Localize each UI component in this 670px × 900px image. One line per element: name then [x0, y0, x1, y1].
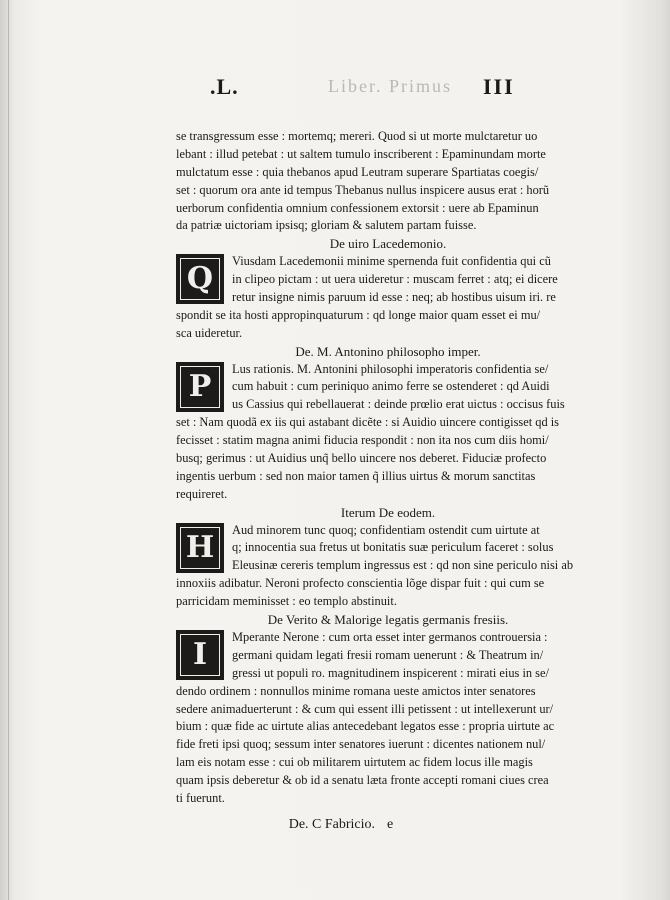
text-line: uerborum confidentia omnium confessionem extorsit : uere ab Epaminun	[176, 200, 539, 215]
text-line: Mperante Nerone : cum orta esset inter germanos controuersia :	[232, 629, 548, 644]
gutter-shadow	[8, 0, 9, 900]
section-heading: De Verito & Malorige legatis germanis fresiis.	[267, 612, 509, 628]
decorated-initial	[176, 630, 224, 680]
text-line: innoxiis adibatur. Neroni profecto conscientia lõge dispar fuit : qui cum se	[176, 576, 545, 591]
text-line: set : quorum ora ante id tempus Thebanus nullus inspicere ausus erat : horũ	[176, 182, 550, 197]
decorated-initial	[176, 523, 224, 573]
section-heading: De. M. Antonino philosopho imper.	[295, 343, 481, 359]
text-line: retur insigne nimis paruum id esse : neq; ab hostibus uisum iri. re	[232, 290, 556, 305]
next-section-heading	[0, 817, 670, 833]
text-line: ingentis uerbum : sed non maior tamen q̃ illius uirtus & morum sanctitas	[176, 468, 536, 483]
text-line: se transgressum esse : mortemq; mereri. Quod si ut morte mulctaretur uo	[176, 129, 538, 143]
text-line: mulctatum esse : quia thebanos apud Leutram superare Spartiatas coegis/	[176, 164, 539, 179]
paragraph-verito-malorix	[176, 629, 600, 808]
text-line: Eleusinæ cereris templum ingressus est : qd non sine periculo nisi ab	[232, 558, 574, 573]
text-line: cum habuit : cum periniquo animo ferre se ostenderet : qd Auidi	[232, 379, 550, 394]
text-line: requireret.	[176, 486, 228, 501]
folio-number: III	[483, 74, 515, 99]
running-head-left: .L.	[210, 74, 239, 99]
paragraph-epaminondas	[176, 128, 600, 235]
initial-letter: H	[180, 527, 220, 569]
text-line: parricidam meminisset : eo templo abstinuit.	[176, 594, 397, 609]
text-line: da patriæ uictoriam ipsisq; gloriam & salutem partam fuisse.	[176, 218, 477, 233]
initial-letter: I	[180, 634, 220, 676]
text-line: set : Nam quodã ex iis qui astabant dicẽte : si Auidio uincere contigisset qd is	[176, 415, 560, 430]
decorated-initial	[176, 254, 224, 304]
text-line: lam eis notam esse : cui ob militarem uirtutem ac fidem locus ille magis	[176, 755, 533, 770]
section-heading: De uiro Lacedemonio.	[329, 236, 447, 252]
text-line: in clipeo pictam : ut uera uideretur : muscam ferret : atq; ei dicere	[232, 272, 558, 287]
text-line: dendo ordinem : nonnullos minime romana ueste amictos inter senatores	[176, 683, 536, 698]
paragraph-iterum	[176, 522, 600, 611]
bleed-through-text: Liber. Primus	[328, 76, 452, 96]
text-line: Aud minorem tunc quoq; confidentiam ostendit cum uirtute at	[232, 522, 540, 537]
initial-letter: P	[180, 366, 220, 408]
text-line: germani quidam legati fresii romam uenerunt : & Theatrum in/	[232, 647, 544, 662]
text-line: lebant : illud petebat : ut saltem tumulo inscriberent : Epaminundam morte	[176, 146, 546, 161]
text-line: busq; gerimus : ut Auidius unq̃ bello uincere nos deberet. Fiduciæ profecto	[176, 451, 547, 466]
decorated-initial	[176, 362, 224, 412]
catchword-mark: e	[387, 817, 394, 832]
text-line: fide freti ipsi quoq; sessum inter senatores iuerunt : dicentes nationem nul/	[176, 737, 546, 752]
text-line: sca uideretur.	[176, 325, 243, 340]
text-line: Viusdam Lacedemonii minime spernenda fuit confidentia qui cũ	[232, 254, 551, 269]
text-line: fecisset : statim magna animi fiducia respondit : non ita nos cum diis homi/	[176, 433, 549, 448]
text-line: sedere animaduerterunt : & cum qui essent illi petissent : ut intellexerunt ur/	[176, 701, 554, 716]
text-line: gressi ut populi ro. magnitudinem inspicerent : mirati eius in se/	[232, 665, 549, 680]
running-head	[0, 74, 670, 104]
text-line: quam ipsis deberetur & ob id a senatu læta fronte accepti romani ciues crea	[176, 773, 549, 788]
paragraph-antoninus	[176, 361, 600, 504]
text-line: q; innocentia sua fretus ut bonitatis suæ periculum faceret : solus	[232, 540, 554, 555]
text-line: Lus rationis. M. Antonini philosophi imperatoris confidentia se/	[232, 361, 549, 376]
section-heading: Iterum De eodem.	[340, 504, 436, 520]
text-line: us Cassius qui rebellauerat : deinde prœlio erat uictus : occisus fuis	[232, 397, 565, 412]
next-heading-text: De. C Fabricio.	[288, 817, 376, 832]
initial-letter: Q	[180, 258, 220, 300]
text-line: spondit se ita hosti appropinquaturum : qd longe maior quam esset ei mu/	[176, 307, 541, 322]
text-line: ti fuerunt.	[176, 790, 225, 805]
paragraph-lacedemonian	[176, 253, 600, 342]
text-line: bium : quæ fide ac uirtute alias antecedebant legatos esse : propria uirtute ac	[176, 719, 555, 734]
body-text	[176, 128, 600, 808]
